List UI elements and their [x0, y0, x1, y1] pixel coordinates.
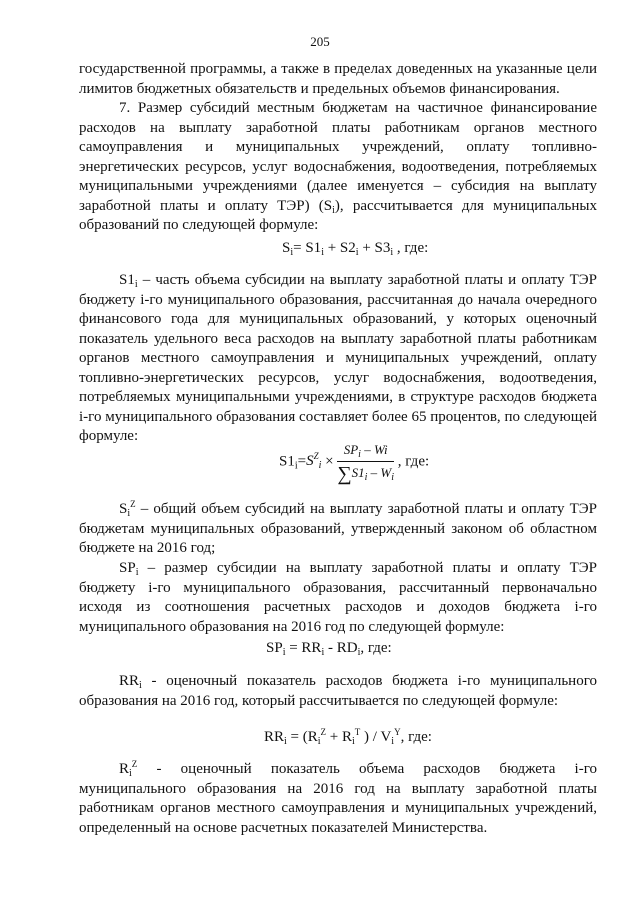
f4-rr: RR: [264, 729, 285, 745]
f1-s: S: [282, 240, 291, 256]
f2-num-sp: SP: [343, 442, 359, 457]
f2-den-s1: S1: [351, 465, 365, 480]
spi-sub: i: [135, 567, 139, 578]
f3-eq: = RR: [285, 640, 322, 656]
intro-paragraph: [79, 60, 597, 99]
f4-plus: + R: [326, 729, 353, 745]
riz-definition: [79, 760, 597, 838]
formula-si: [282, 238, 428, 258]
f1-i4: i: [390, 247, 394, 258]
f2-i: i: [294, 460, 298, 472]
f4-tail: , где:: [400, 729, 432, 745]
para7-text: 7. Размер субсидий местным бюджетам на частичное финансирование расходов на выплату заработной платы работникам органов местного самоуправления и муниципальных учреждений, оплату топливно-энергетических ресурсов, услуг водоснабжения, водоотведения, потребляемых муниципальными учреждениями (далее именуется – субсидия на выплату заработной платы и оплату ТЭР) (S: [79, 100, 597, 214]
f2-den-minus: –: [367, 465, 381, 480]
f2-eq: =: [297, 453, 307, 470]
siz-symbol: S: [119, 501, 128, 517]
spi-symbol: SP: [119, 560, 136, 576]
f1-plus3: + S3: [358, 240, 391, 256]
intro-line-2: лимитов бюджетных обязательств и предельных объемов финансирования.: [79, 80, 560, 97]
riz-sub: i: [129, 768, 132, 779]
f4-i4: i: [391, 736, 395, 747]
f4-eq: = (R: [286, 729, 318, 745]
f2-z: Z: [313, 451, 319, 462]
f2-fraction: [337, 440, 394, 484]
intro-line-1: государственной программы, а также в пределах доведенных на указанные цели: [79, 61, 597, 77]
spi-definition: [79, 559, 597, 637]
f4-i3: i: [352, 736, 355, 747]
f2-denominator: [337, 462, 394, 484]
riz-text: - оценочный показатель объема расходов бюджета i-го муниципального образования на 2016 год на выплату заработной платы работникам органов местного самоуправления и муниципальных учреждений, определенный на основе расчетных показателей Министерства.: [79, 761, 597, 836]
f4-div: ) / V: [360, 729, 392, 745]
paragraph-7: [79, 99, 597, 236]
f2-lhs: S1: [279, 453, 295, 470]
rri-definition: [79, 672, 597, 711]
f2-den-i: i: [364, 472, 368, 483]
f1-tail: , где:: [393, 240, 429, 256]
para7-end: ), рассчитывается для муниципальных образований по следующей формуле:: [79, 197, 597, 233]
s1-definition: [79, 271, 597, 447]
riz-symbol: R: [119, 761, 130, 777]
f4-z: Z: [320, 727, 327, 737]
f3-tail: , где:: [360, 640, 392, 656]
s1-text: – часть объема субсидии на выплату заработной платы и оплату ТЭР бюджету i-го муниципального образования, рассчитанная до начала очередного финансового года для муниципальных образований, у которых оценочный показатель удельного веса расходов на выплату заработной платы работникам органов местного самоуправления и муниципальных учреждений, оплату топливно-энергетических ресурсов, услуг водоснабжения, водоотведения, потребляемых муниципальными учреждениями, в структуре расходов бюджета i-го муниципального образования составляет более 65 процентов, по следующей формуле:: [79, 272, 597, 444]
rri-symbol: RR: [119, 673, 140, 689]
f3-minus: - RD: [324, 640, 358, 656]
para7-sub: i: [332, 204, 335, 216]
riz-sup: Z: [131, 759, 138, 769]
f2-sum: ∑: [337, 463, 352, 485]
f1-i2: i: [321, 247, 324, 258]
siz-definition: [79, 500, 597, 559]
f4-i: i: [284, 736, 287, 747]
formula-rri: [264, 727, 432, 747]
formula-spi: [266, 638, 392, 658]
f2-s: S: [306, 453, 314, 470]
f4-i2: i: [317, 736, 321, 747]
f3-i3: i: [357, 647, 361, 658]
rri-sub: i: [139, 680, 142, 691]
rri-text: - оценочный показатель расходов бюджета i-го муниципального образования на 2016 год, который рассчитывается по следующей формуле:: [79, 673, 597, 709]
siz-text: – общий объем субсидий на выплату заработной платы и оплату ТЭР бюджетам муниципальных образований, утвержденный законом об областном бюджете на 2016 год;: [79, 501, 597, 556]
f2-si: i: [318, 460, 322, 472]
spi-text: – размер субсидии на выплату заработной платы и оплату ТЭР бюджету i-го муниципального образования, рассчитанный первоначально исходя из соотношения расчетных расходов и доходов бюджета i-го муниципального образования на 2016 год по следующей формуле:: [79, 560, 597, 635]
f1-plus2: + S2: [323, 240, 356, 256]
f2-numerator: [337, 440, 394, 462]
f4-y: Y: [394, 727, 401, 737]
f2-times: ×: [325, 453, 334, 470]
f2-tail: , где:: [397, 453, 430, 470]
f3-i: i: [282, 647, 286, 658]
f3-sp: SP: [266, 640, 283, 656]
f3-i2: i: [321, 647, 325, 658]
f2-den-wi: i: [391, 472, 395, 483]
f1-i: i: [290, 247, 294, 258]
siz-sup: Z: [130, 499, 136, 509]
s1-sub: i: [134, 279, 138, 290]
page-number: 205: [310, 34, 330, 49]
f1-eq: = S1: [293, 240, 322, 256]
f1-i3: i: [355, 247, 359, 258]
f2-num-wi: Wi: [373, 442, 388, 457]
f2-num-i: i: [358, 449, 361, 460]
siz-sub: i: [127, 508, 131, 519]
f2-den-w: W: [380, 465, 392, 480]
s1-symbol: S1: [119, 272, 135, 288]
f4-t: T: [354, 727, 361, 737]
formula-s1: [279, 440, 429, 484]
f2-num-minus: –: [360, 442, 374, 457]
